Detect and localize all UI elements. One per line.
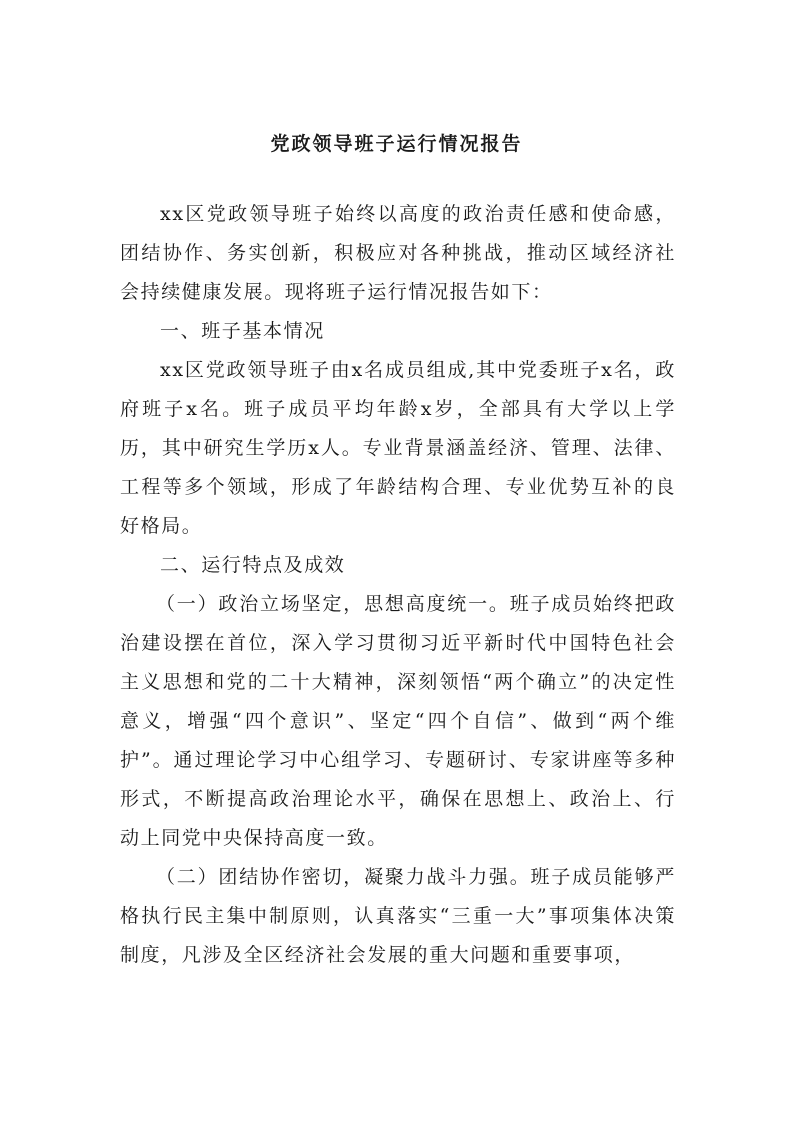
document-body xyxy=(120,195,676,975)
intro-paragraph: xx区党政领导班子始终以高度的政治责任感和使命感，团结协作、务实创新，积极应对各种挑战，推动区域经济社会持续健康发展。现将班子运行情况报告如下： xyxy=(120,203,676,303)
document-title: 党政领导班子运行情况报告 xyxy=(270,133,523,155)
section-2-heading: 二、运行特点及成效 xyxy=(160,554,346,576)
section-1-paragraph: xx区党政领导班子由x名成员组成,其中党委班子x名，政府班子x名。班子成员平均年龄x岁，全部具有大学以上学历，其中研究生学历x人。专业背景涵盖经济、管理、法律、工程等多个领域，形成了年龄结构合理、专业优势互补的良好格局。 xyxy=(120,359,676,537)
section-2-item-2-paragraph: （二）团结协作密切，凝聚力战斗力强。班子成员能够严格执行民主集中制原则，认真落实“三重一大”事项集体决策制度，凡涉及全区经济社会发展的重大问题和重要事项， xyxy=(120,866,676,966)
section-2-item-1-paragraph: （一）政治立场坚定，思想高度统一。班子成员始终把政治建设摆在首位，深入学习贯彻习近平新时代中国特色社会主义思想和党的二十大精神，深刻领悟“两个确立”的决定性意义，增强“四个意识”、坚定“四个自信”、做到“两个维护”。通过理论学习中心组学习、专题研讨、专家讲座等多种形式，不断提高政治理论水平，确保在思想上、政治上、行动上同党中央保持高度一致。 xyxy=(120,593,676,849)
section-1-heading: 一、班子基本情况 xyxy=(160,320,325,342)
